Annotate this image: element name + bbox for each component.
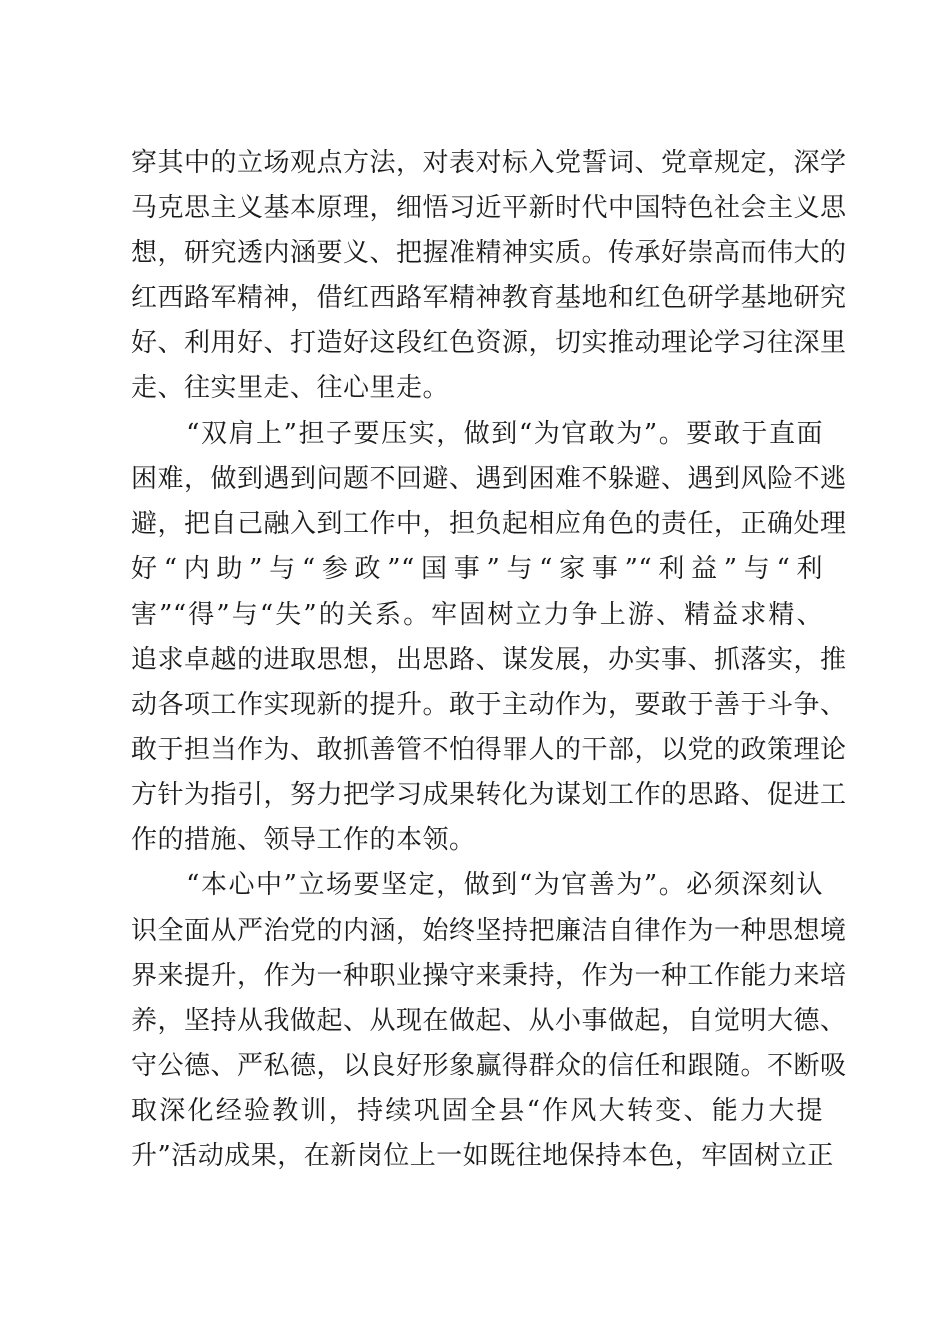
text-line: 好“内助”与“参政”“国事”与“家事”“利益”与“利	[131, 554, 823, 584]
text-line: 想，研究透内涵要义、把握准精神实质。传承好崇高而伟大的	[131, 238, 847, 268]
text-line: 守公德、严私德，以良好形象赢得群众的信任和跟随。不断吸	[131, 1051, 847, 1081]
text-line: 穿其中的立场观点方法，对表对标入党誓词、党章规定，深学	[131, 148, 847, 178]
text-line: 害”“得”与“失”的关系。牢固树立力争上游、精益求精、	[131, 600, 823, 630]
text-line: 取深化经验教训，持续巩固全县“作风大转变、能力大提	[131, 1096, 823, 1126]
text-line: 困难，做到遇到问题不回避、遇到困难不躲避、遇到风险不逃	[131, 464, 847, 494]
text-line: 方针为指引，努力把学习成果转化为谋划工作的思路、促进工	[131, 780, 847, 810]
paragraph-start-line: “本心中”立场要坚定，做到“为官善为”。必须深刻认	[131, 870, 823, 900]
text-line: 养，坚持从我做起、从现在做起、从小事做起，自觉明大德、	[131, 1006, 847, 1036]
text-line: 作的措施、领导工作的本领。	[131, 825, 476, 855]
text-line: 好、利用好、打造好这段红色资源，切实推动理论学习往深里	[131, 328, 847, 358]
text-line: 识全面从严治党的内涵，始终坚持把廉洁自律作为一种思想境	[131, 916, 847, 946]
text-line: 升”活动成果，在新岗位上一如既往地保持本色，牢固树立正	[131, 1141, 834, 1171]
text-line: 动各项工作实现新的提升。敢于主动作为，要敢于善于斗争、	[131, 690, 847, 720]
paragraph-start-line: “双肩上”担子要压实，做到“为官敢为”。要敢于直面	[131, 419, 823, 449]
text-line: 敢于担当作为、敢抓善管不怕得罪人的干部，以党的政策理论	[131, 735, 847, 765]
text-line: 界来提升，作为一种职业操守来秉持，作为一种工作能力来培	[131, 961, 847, 991]
text-line: 避，把自己融入到工作中，担负起相应角色的责任，正确处理	[131, 509, 847, 539]
text-line: 马克思主义基本原理，细悟习近平新时代中国特色社会主义思	[131, 193, 847, 223]
text-line: 红西路军精神，借红西路军精神教育基地和红色研学基地研究	[131, 283, 847, 313]
text-line: 追求卓越的进取思想，出思路、谋发展，办实事、抓落实，推	[131, 645, 847, 675]
text-line: 走、往实里走、往心里走。	[131, 373, 450, 403]
